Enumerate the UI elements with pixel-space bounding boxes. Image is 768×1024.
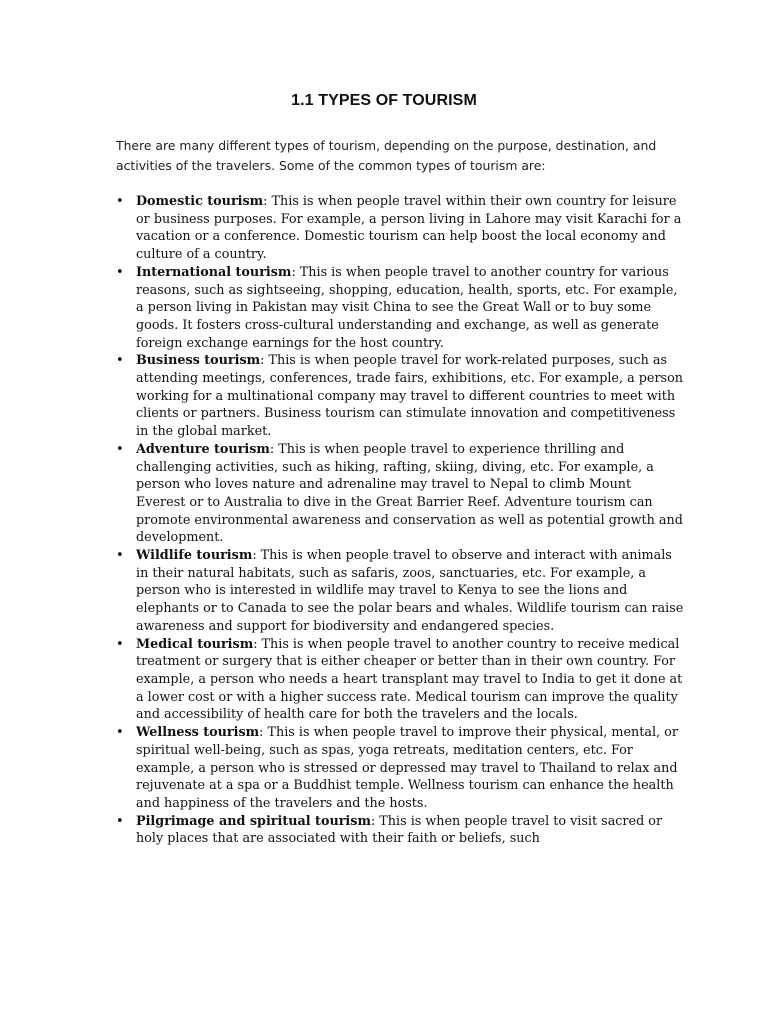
list-item — [116, 724, 684, 813]
type-term: Domestic tourism — [136, 194, 264, 209]
list-item — [116, 813, 684, 848]
type-term: Wellness tourism — [136, 725, 260, 741]
bullet-icon: • — [116, 725, 124, 741]
list-item — [116, 352, 684, 441]
list-item — [116, 264, 684, 353]
bullet-icon: • — [116, 194, 124, 209]
bullet-icon: • — [116, 813, 124, 829]
type-description: : This is when people travel to experience thrilling and challenging activities, such as hiking, rafting, skiing, diving, etc. For example, a person who loves nature and adrenaline may travel to Nepal to climb Mount Everest or to Australia to dive in the Great Barrier Reef. Adventure tourism can promote environmental awareness and conservation as well as potential growth and development. — [136, 441, 683, 546]
bullet-icon: • — [116, 441, 124, 457]
list-item — [116, 193, 684, 264]
type-description: : This is when people travel to another country to receive medical treatment or surgery that is either cheaper or better than in their own country. For example, a person who needs a heart transplant may travel to India to get it done at a lower cost or with a higher success rate. Medical tourism can improve the quality and accessibility of health care for both the travelers and the locals. — [136, 636, 683, 723]
type-description: : This is when people travel for work-related purposes, such as attending meetings, conferences, trade fairs, exhibitions, etc. For example, a person working for a multinational company may travel to different countries to meet with clients or partners. Business tourism can stimulate innovation and competitiveness in the global market. — [136, 353, 683, 440]
type-description: : This is when people travel to visit sacred or holy places that are associated with their faith or beliefs, such — [136, 813, 663, 847]
list-item — [116, 636, 684, 725]
type-description: : This is when people travel within their own country for leisure or business purposes. For example, a person living in Lahore may visit Karachi for a vacation or a conference. Domestic tourism can help boost the local economy and culture of a country. — [136, 194, 682, 263]
type-term: Wildlife tourism — [136, 548, 253, 564]
bullet-icon: • — [116, 636, 124, 652]
type-term: Pilgrimage and spiritual tourism — [136, 813, 371, 829]
type-term: Adventure tourism — [136, 441, 270, 457]
intro-paragraph: There are many different types of tourism, depending on the purpose, destination, and activities of the travelers. Some of the common types of tourism are: — [116, 138, 657, 173]
type-term: Medical tourism — [136, 636, 254, 652]
list-item — [116, 547, 684, 636]
bullet-icon: • — [116, 353, 124, 369]
list-item — [116, 441, 684, 547]
type-term: Business tourism — [136, 353, 261, 369]
page-title: 1.1 TYPES OF TOURISM — [291, 92, 477, 109]
bullet-icon: • — [116, 264, 124, 280]
bullet-icon: • — [116, 548, 124, 564]
type-description: : This is when people travel to improve their physical, mental, or spiritual well-being, such as spas, yoga retreats, meditation centers, etc. For example, a person who is stressed or depressed may travel to Thailand to relax and rejuvenate at a spa or a Buddhist temple. Wellness tourism can enhance the health and happiness of the travelers and the hosts. — [136, 725, 678, 811]
type-description: : This is when people travel to another country for various reasons, such as sightseeing, shopping, education, health, sports, etc. For example, a person living in Pakistan may visit China to see the Great Wall or to buy some goods. It fosters cross-cultural understanding and exchange, as well as generate foreign exchange earnings for the host country. — [136, 264, 678, 351]
type-description: : This is when people travel to observe and interact with animals in their natural habitats, such as safaris, zoos, sanctuaries, etc. For example, a person who is interested in wildlife may travel to Kenya to see the lions and elephants or to Canada to see the polar bears and whales. Wildlife tourism can raise awareness and support for biodiversity and endangered species. — [136, 548, 684, 634]
type-term: International tourism — [136, 264, 292, 280]
tourism-types-list — [116, 193, 684, 848]
